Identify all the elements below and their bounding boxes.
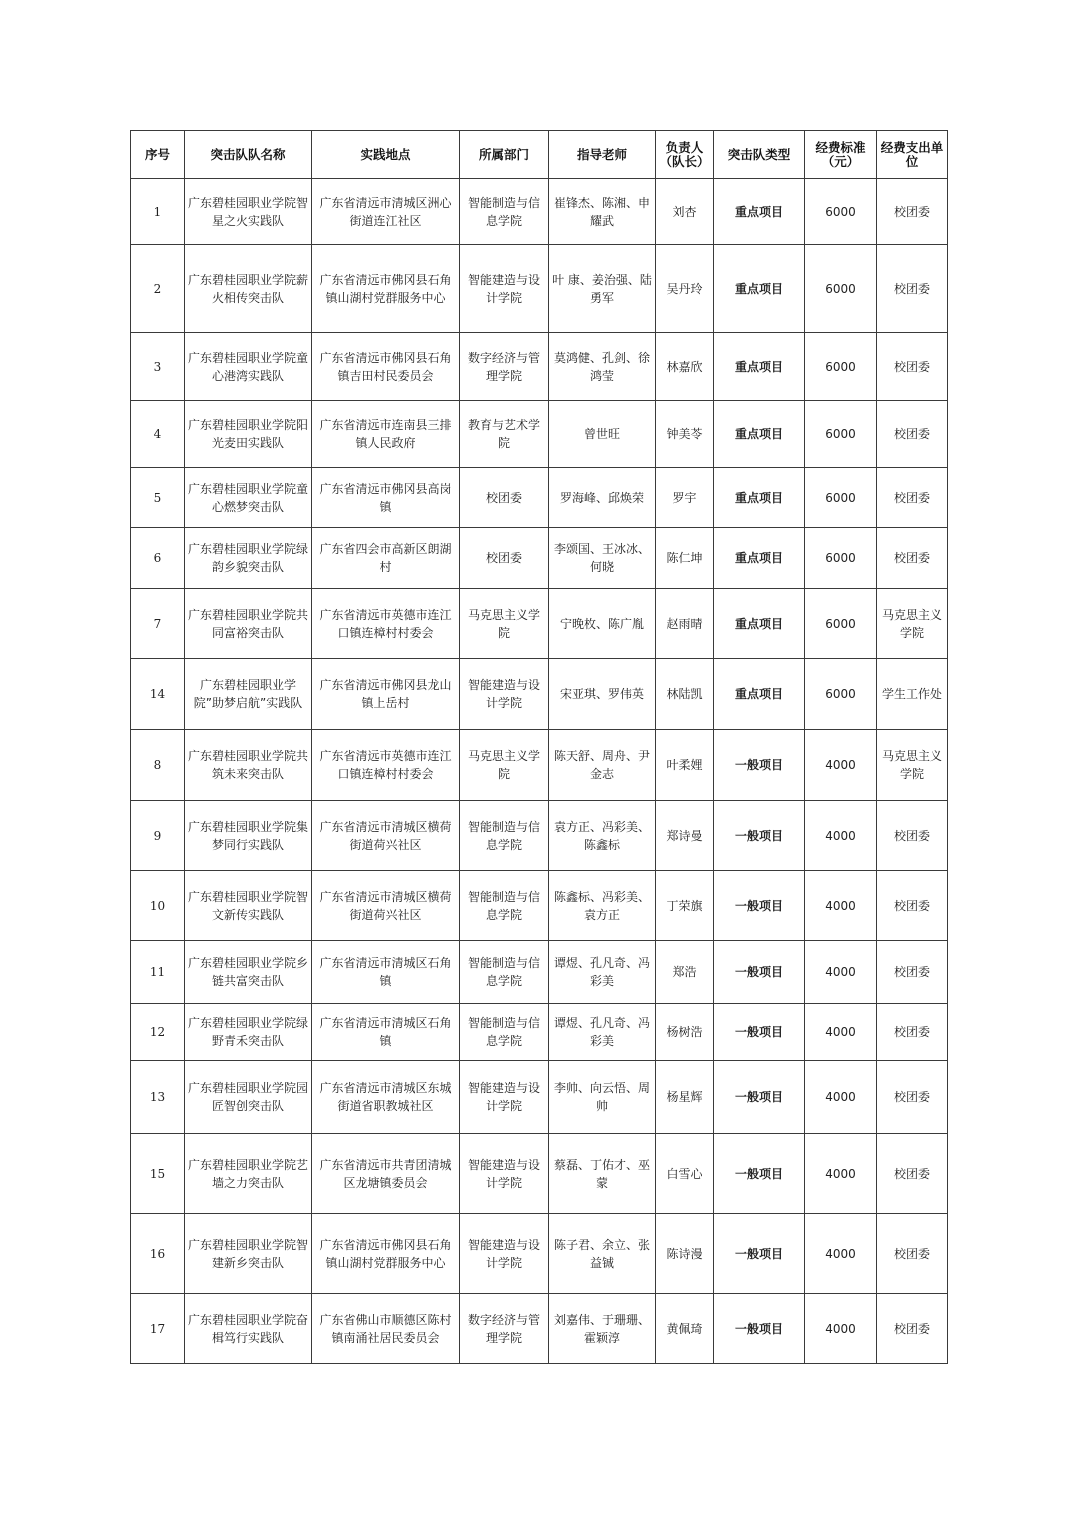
cell-payer: 马克思主义学院 [877, 589, 948, 659]
cell-payer: 马克思主义学院 [877, 730, 948, 801]
cell-payer: 校团委 [877, 871, 948, 941]
cell-location: 广东省清远市连南县三排镇人民政府 [312, 401, 460, 468]
cell-leader: 郑诗曼 [656, 801, 714, 871]
cell-index: 9 [131, 801, 185, 871]
cell-department: 智能制造与信息学院 [460, 871, 549, 941]
cell-location: 广东省清远市佛冈县高岗镇 [312, 468, 460, 528]
cell-leader: 叶柔娌 [656, 730, 714, 801]
cell-index: 17 [131, 1294, 185, 1364]
cell-department: 数字经济与管理学院 [460, 1294, 549, 1364]
cell-team-type: 一般项目 [714, 1061, 805, 1134]
cell-location: 广东省清远市清城区横荷街道荷兴社区 [312, 871, 460, 941]
cell-budget: 4000 [805, 801, 877, 871]
cell-team-type: 重点项目 [714, 245, 805, 333]
cell-location: 广东省清远市佛冈县石角镇吉田村民委员会 [312, 333, 460, 401]
cell-budget: 6000 [805, 659, 877, 730]
cell-team-type: 重点项目 [714, 589, 805, 659]
cell-index: 5 [131, 468, 185, 528]
cell-payer: 校团委 [877, 179, 948, 245]
table-row [131, 245, 948, 333]
cell-team-name: 广东碧桂园职业学院”助梦启航”实践队 [185, 659, 312, 730]
cell-advisors: 谭煜、孔凡奇、冯彩美 [549, 941, 656, 1004]
cell-payer: 校团委 [877, 801, 948, 871]
cell-team-name: 广东碧桂园职业学院薪火相传突击队 [185, 245, 312, 333]
table-row [131, 659, 948, 730]
cell-team-name: 广东碧桂园职业学院集梦同行实践队 [185, 801, 312, 871]
cell-index: 3 [131, 333, 185, 401]
cell-location: 广东省清远市共青团清城区龙塘镇委员会 [312, 1134, 460, 1214]
cell-advisors: 陈鑫标、冯彩美、袁方正 [549, 871, 656, 941]
cell-location: 广东省清远市佛冈县龙山镇上岳村 [312, 659, 460, 730]
cell-team-type: 一般项目 [714, 1294, 805, 1364]
cell-department: 智能建造与设计学院 [460, 1214, 549, 1294]
cell-payer: 校团委 [877, 245, 948, 333]
cell-payer: 校团委 [877, 401, 948, 468]
cell-index: 1 [131, 179, 185, 245]
cell-payer: 校团委 [877, 1134, 948, 1214]
cell-budget: 6000 [805, 401, 877, 468]
cell-leader: 黄佩琦 [656, 1294, 714, 1364]
cell-location: 广东省清远市清城区东城街道省职教城社区 [312, 1061, 460, 1134]
header-index: 序号 [131, 131, 185, 179]
header-budget: 经费标准（元） [805, 131, 877, 179]
cell-budget: 4000 [805, 941, 877, 1004]
cell-location: 广东省清远市英德市连江口镇连樟村村委会 [312, 589, 460, 659]
cell-team-name: 广东碧桂园职业学院绿韵乡貌突击队 [185, 528, 312, 589]
table-row [131, 1134, 948, 1214]
cell-index: 2 [131, 245, 185, 333]
cell-budget: 4000 [805, 871, 877, 941]
cell-team-type: 一般项目 [714, 730, 805, 801]
cell-leader: 杨树浩 [656, 1004, 714, 1061]
cell-team-name: 广东碧桂园职业学院奋楫笃行实践队 [185, 1294, 312, 1364]
cell-advisors: 罗海峰、邱焕荣 [549, 468, 656, 528]
cell-payer: 校团委 [877, 1061, 948, 1134]
cell-payer: 校团委 [877, 333, 948, 401]
table-row [131, 941, 948, 1004]
cell-department: 校团委 [460, 528, 549, 589]
cell-location: 广东省清远市佛冈县石角镇山湖村党群服务中心 [312, 245, 460, 333]
cell-department: 数字经济与管理学院 [460, 333, 549, 401]
cell-team-type: 重点项目 [714, 468, 805, 528]
cell-team-type: 重点项目 [714, 528, 805, 589]
cell-budget: 4000 [805, 1004, 877, 1061]
cell-department: 智能建造与设计学院 [460, 659, 549, 730]
table-row [131, 1294, 948, 1364]
cell-budget: 4000 [805, 1294, 877, 1364]
cell-department: 智能建造与设计学院 [460, 245, 549, 333]
cell-leader: 林陆凯 [656, 659, 714, 730]
cell-advisors: 李帅、向云悟、周帅 [549, 1061, 656, 1134]
cell-payer: 校团委 [877, 468, 948, 528]
cell-payer: 校团委 [877, 1294, 948, 1364]
cell-team-name: 广东碧桂园职业学院共同富裕突击队 [185, 589, 312, 659]
cell-team-type: 一般项目 [714, 1134, 805, 1214]
cell-leader: 陈诗漫 [656, 1214, 714, 1294]
cell-leader: 刘杏 [656, 179, 714, 245]
table-row [131, 801, 948, 871]
cell-advisors: 宋亚琪、罗伟英 [549, 659, 656, 730]
cell-department: 智能建造与设计学院 [460, 1061, 549, 1134]
cell-team-type: 一般项目 [714, 871, 805, 941]
cell-department: 智能制造与信息学院 [460, 941, 549, 1004]
cell-team-name: 广东碧桂园职业学院智建新乡突击队 [185, 1214, 312, 1294]
cell-advisors: 蔡磊、丁佑才、巫蒙 [549, 1134, 656, 1214]
cell-index: 4 [131, 401, 185, 468]
cell-index: 10 [131, 871, 185, 941]
cell-leader: 钟美苓 [656, 401, 714, 468]
cell-payer: 学生工作处 [877, 659, 948, 730]
cell-index: 15 [131, 1134, 185, 1214]
cell-advisors: 崔锋杰、陈湘、申耀武 [549, 179, 656, 245]
cell-budget: 4000 [805, 1134, 877, 1214]
table-row [131, 589, 948, 659]
table-row [131, 528, 948, 589]
header-payer: 经费支出单位 [877, 131, 948, 179]
cell-team-type: 一般项目 [714, 1004, 805, 1061]
cell-team-name: 广东碧桂园职业学院智星之火实践队 [185, 179, 312, 245]
cell-payer: 校团委 [877, 1214, 948, 1294]
cell-budget: 6000 [805, 589, 877, 659]
cell-team-name: 广东碧桂园职业学院共筑未来突击队 [185, 730, 312, 801]
cell-index: 13 [131, 1061, 185, 1134]
cell-department: 校团委 [460, 468, 549, 528]
header-team-type: 突击队类型 [714, 131, 805, 179]
cell-team-name: 广东碧桂园职业学院童心港湾实践队 [185, 333, 312, 401]
cell-team-name: 广东碧桂园职业学院艺墙之力突击队 [185, 1134, 312, 1214]
cell-index: 16 [131, 1214, 185, 1294]
cell-location: 广东省清远市佛冈县石角镇山湖村党群服务中心 [312, 1214, 460, 1294]
cell-advisors: 陈子君、余立、张益铖 [549, 1214, 656, 1294]
cell-advisors: 刘嘉伟、于珊珊、霍颖淳 [549, 1294, 656, 1364]
cell-index: 12 [131, 1004, 185, 1061]
cell-team-type: 一般项目 [714, 801, 805, 871]
cell-budget: 6000 [805, 333, 877, 401]
cell-department: 马克思主义学院 [460, 589, 549, 659]
cell-team-name: 广东碧桂园职业学院智文新传实践队 [185, 871, 312, 941]
cell-location: 广东省清远市清城区石角镇 [312, 1004, 460, 1061]
cell-advisors: 李颂国、王冰冰、何晓 [549, 528, 656, 589]
table-row [131, 1214, 948, 1294]
cell-index: 7 [131, 589, 185, 659]
cell-index: 8 [131, 730, 185, 801]
header-leader: 负责人（队长） [656, 131, 714, 179]
cell-location: 广东省清远市清城区石角镇 [312, 941, 460, 1004]
cell-budget: 4000 [805, 1214, 877, 1294]
cell-advisors: 曾世旺 [549, 401, 656, 468]
cell-budget: 6000 [805, 468, 877, 528]
cell-budget: 4000 [805, 1061, 877, 1134]
cell-leader: 吴丹玲 [656, 245, 714, 333]
table-row [131, 871, 948, 941]
cell-team-type: 重点项目 [714, 179, 805, 245]
cell-advisors: 莫鸿健、孔剑、徐鸿莹 [549, 333, 656, 401]
cell-department: 马克思主义学院 [460, 730, 549, 801]
header-team-name: 突击队队名称 [185, 131, 312, 179]
cell-team-type: 一般项目 [714, 1214, 805, 1294]
cell-budget: 4000 [805, 730, 877, 801]
cell-index: 6 [131, 528, 185, 589]
header-department: 所属部门 [460, 131, 549, 179]
cell-payer: 校团委 [877, 941, 948, 1004]
cell-team-type: 重点项目 [714, 401, 805, 468]
cell-department: 智能制造与信息学院 [460, 179, 549, 245]
cell-team-type: 重点项目 [714, 659, 805, 730]
header-advisors: 指导老师 [549, 131, 656, 179]
header-row [131, 131, 948, 179]
cell-advisors: 陈天舒、周舟、尹金志 [549, 730, 656, 801]
cell-location: 广东省佛山市顺德区陈村镇南涌社居民委员会 [312, 1294, 460, 1364]
cell-leader: 白雪心 [656, 1134, 714, 1214]
cell-index: 11 [131, 941, 185, 1004]
table-row [131, 1061, 948, 1134]
cell-advisors: 谭煜、孔凡奇、冯彩美 [549, 1004, 656, 1061]
cell-team-name: 广东碧桂园职业学院绿野青禾突击队 [185, 1004, 312, 1061]
cell-leader: 林嘉欣 [656, 333, 714, 401]
cell-location: 广东省清远市清城区横荷街道荷兴社区 [312, 801, 460, 871]
cell-team-name: 广东碧桂园职业学院乡链共富突击队 [185, 941, 312, 1004]
table-row [131, 1004, 948, 1061]
cell-payer: 校团委 [877, 528, 948, 589]
cell-leader: 陈仁坤 [656, 528, 714, 589]
cell-leader: 郑浩 [656, 941, 714, 1004]
cell-leader: 丁荣旗 [656, 871, 714, 941]
cell-leader: 赵雨晴 [656, 589, 714, 659]
cell-team-name: 广东碧桂园职业学院阳光麦田实践队 [185, 401, 312, 468]
cell-team-name: 广东碧桂园职业学院园匠智创突击队 [185, 1061, 312, 1134]
cell-advisors: 袁方正、冯彩美、陈鑫标 [549, 801, 656, 871]
table-row [131, 179, 948, 245]
cell-department: 智能建造与设计学院 [460, 1134, 549, 1214]
cell-leader: 罗宇 [656, 468, 714, 528]
table-row [131, 333, 948, 401]
table-row [131, 401, 948, 468]
cell-department: 智能制造与信息学院 [460, 801, 549, 871]
team-roster-table [130, 130, 948, 1364]
cell-team-name: 广东碧桂园职业学院童心燃梦突击队 [185, 468, 312, 528]
cell-location: 广东省四会市高新区朗湖村 [312, 528, 460, 589]
cell-team-type: 一般项目 [714, 941, 805, 1004]
table-row [131, 730, 948, 801]
cell-location: 广东省清远市清城区洲心街道连江社区 [312, 179, 460, 245]
header-location: 实践地点 [312, 131, 460, 179]
cell-team-type: 重点项目 [714, 333, 805, 401]
cell-budget: 6000 [805, 179, 877, 245]
cell-location: 广东省清远市英德市连江口镇连樟村村委会 [312, 730, 460, 801]
cell-budget: 6000 [805, 245, 877, 333]
cell-budget: 6000 [805, 528, 877, 589]
cell-advisors: 叶 康、姜治强、陆勇军 [549, 245, 656, 333]
cell-payer: 校团委 [877, 1004, 948, 1061]
cell-leader: 杨星辉 [656, 1061, 714, 1134]
cell-department: 智能制造与信息学院 [460, 1004, 549, 1061]
table-row [131, 468, 948, 528]
cell-department: 教育与艺术学院 [460, 401, 549, 468]
cell-index: 14 [131, 659, 185, 730]
cell-advisors: 宁晚枚、陈广胤 [549, 589, 656, 659]
